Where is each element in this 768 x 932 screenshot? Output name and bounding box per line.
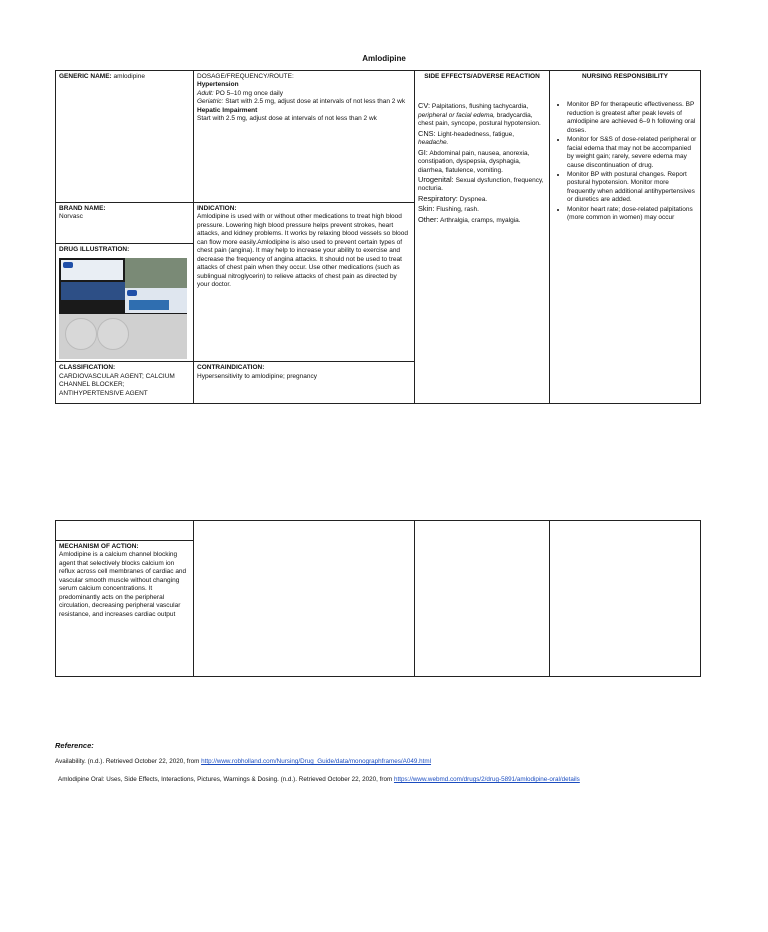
drug-illustration-cell xyxy=(56,244,194,362)
geriatric-dosage: Geriatric: Start with 2.5 mg, adjust dose at intervals of not less than 2 wk xyxy=(197,98,406,106)
dosage-cell xyxy=(194,71,415,203)
dosage-label: DOSAGE/FREQUENCY/ROUTE: xyxy=(197,73,294,80)
generic-name-label: GENERIC NAME: xyxy=(59,73,112,80)
mechanism-text: Amlodipine is a calcium channel blocking agent that selectively blocks calcium ion reflux across cell membranes of cardiac and vascular smooth muscle without changing serum calcium concentrations. It predominantly acts on the peripheral circulation, decreasing peripheral vascular resistance, and increases cardiac output xyxy=(59,551,187,618)
se-cns: CNS: Light-headedness, fatigue, headache. xyxy=(418,128,515,147)
nursing-header: NURSING RESPONSIBILITY xyxy=(582,73,668,80)
se-respiratory: Respiratory: Dyspnea. xyxy=(418,193,488,203)
indication-label: INDICATION: xyxy=(197,205,237,212)
reference-1-link[interactable]: http://www.robholland.com/Nursing/Drug_Guide/data/monographframes/A049.html xyxy=(201,758,432,765)
nursing-list xyxy=(553,101,697,222)
se-other: Other: Arthralgia, cramps, myalgia. xyxy=(418,214,521,224)
side-effects-header: SIDE EFFECTS/ADVERSE REACTION xyxy=(424,73,540,80)
drug-study-table xyxy=(55,70,701,404)
mechanism-label: MECHANISM OF ACTION: xyxy=(59,543,139,550)
nursing-cell xyxy=(550,71,701,404)
hepatic-dosage: Start with 2.5 mg, adjust dose at intervals of not less than 2 wk xyxy=(197,115,377,123)
classification-cell xyxy=(56,362,194,404)
se-skin: Skin: Flushing, rash. xyxy=(418,204,479,214)
contraindication-cell xyxy=(194,362,415,404)
empty-cell xyxy=(415,521,550,677)
indication-text: Amlodipine is used with or without other medications to treat high blood pressure. Lowering high blood pressure helps prevent strokes, heart attacks, and kidney problems. It works by relaxing blood vessels so blood can flow more easily.Amlodipine is also used to prevent certain types of chest pain (angina). It may help to increase your ability to exercise and decrease the frequency of angina attacks. It should not be used to treat attacks of chest pain when they occur. Use other medications (such as sublingual nitroglycerin) to relieve attacks of chest pain as directed by your doctor. xyxy=(197,213,408,288)
generic-name-value: amlodipine xyxy=(113,73,145,80)
reference-2-link[interactable]: https://www.webmd.com/drugs/2/drug-5891/amlodipine-oral/details xyxy=(393,776,580,783)
nursing-item: • Monitor BP with postural changes. Report postural hypotension. Monitor more frequently when additional antihypertensives or diuretics are added. xyxy=(567,171,697,205)
nursing-item: • Monitor for S&S of dose-related peripheral or facial edema that may not be accompanied by weight gain; rarely, severe edema may cause discontinuation of drug. xyxy=(567,136,697,170)
classification-label: CLASSIFICATION: xyxy=(59,364,116,372)
reference-heading: Reference: xyxy=(55,741,94,750)
side-effects-cell xyxy=(415,71,550,404)
se-cv: CV: Palpitations, flushing tachycardia, peripheral or facial edema, bradycardia, chest pain, syncope, postural hypotension. xyxy=(418,101,541,128)
hepatic-label: Hepatic Impairment xyxy=(197,106,258,114)
generic-name-cell xyxy=(56,71,194,203)
mechanism-cell xyxy=(56,541,194,677)
hypertension-label: Hypertension xyxy=(197,81,239,89)
contraindication-label: CONTRAINDICATION: xyxy=(197,364,265,372)
drug-photo xyxy=(59,258,187,359)
drug-illustration-label: DRUG ILLUSTRATION: xyxy=(59,246,130,253)
empty-cell xyxy=(56,521,194,541)
nursing-item: • Monitor BP for therapeutic effectiveness. BP reduction is greatest after peak levels of amlodipine are achieved 6–9 h following oral doses. xyxy=(567,101,697,135)
classification-text: CARDIOVASCULAR AGENT; CALCIUM CHANNEL BLOCKER; ANTIHYPERTENSIVE AGENT xyxy=(59,372,175,397)
reference-1: Availability. (n.d.). Retrieved October 22, 2020, from http://www.robholland.com/Nursing/Drug_Guide/data/monographframes/A049.html xyxy=(55,758,432,765)
nursing-item: • Monitor heart rate; dose-related palpitations (more common in women) may occur xyxy=(567,206,697,223)
empty-cell xyxy=(194,521,415,677)
se-urogenital: Urogenital: Sexual dysfunction, frequency, nocturia. xyxy=(418,174,544,193)
se-gi: GI: Abdominal pain, nausea, anorexia, constipation, dyspepsia, dysphagia, diarrhea, flatulence, vomiting. xyxy=(418,147,530,174)
brand-name-label: BRAND NAME: xyxy=(59,205,106,212)
page-title: Amlodipine xyxy=(362,54,406,63)
contraindication-text: Hypersensitivity to amlodipine; pregnancy xyxy=(197,372,317,380)
brand-name-cell xyxy=(56,203,194,244)
empty-cell xyxy=(550,521,701,677)
adult-dosage: Adult: PO 5–10 mg once daily xyxy=(197,89,284,97)
mechanism-table xyxy=(55,520,701,677)
brand-name-value: Norvasc xyxy=(59,213,83,221)
reference-2: Amlodipine Oral: Uses, Side Effects, Interactions, Pictures, Warnings & Dosing. (n.d.). Retrieved October 22, 2020, from https://www.webmd.com/drugs/2/drug-5891/amlodipine-oral/details xyxy=(58,776,580,783)
indication-cell xyxy=(194,203,415,362)
